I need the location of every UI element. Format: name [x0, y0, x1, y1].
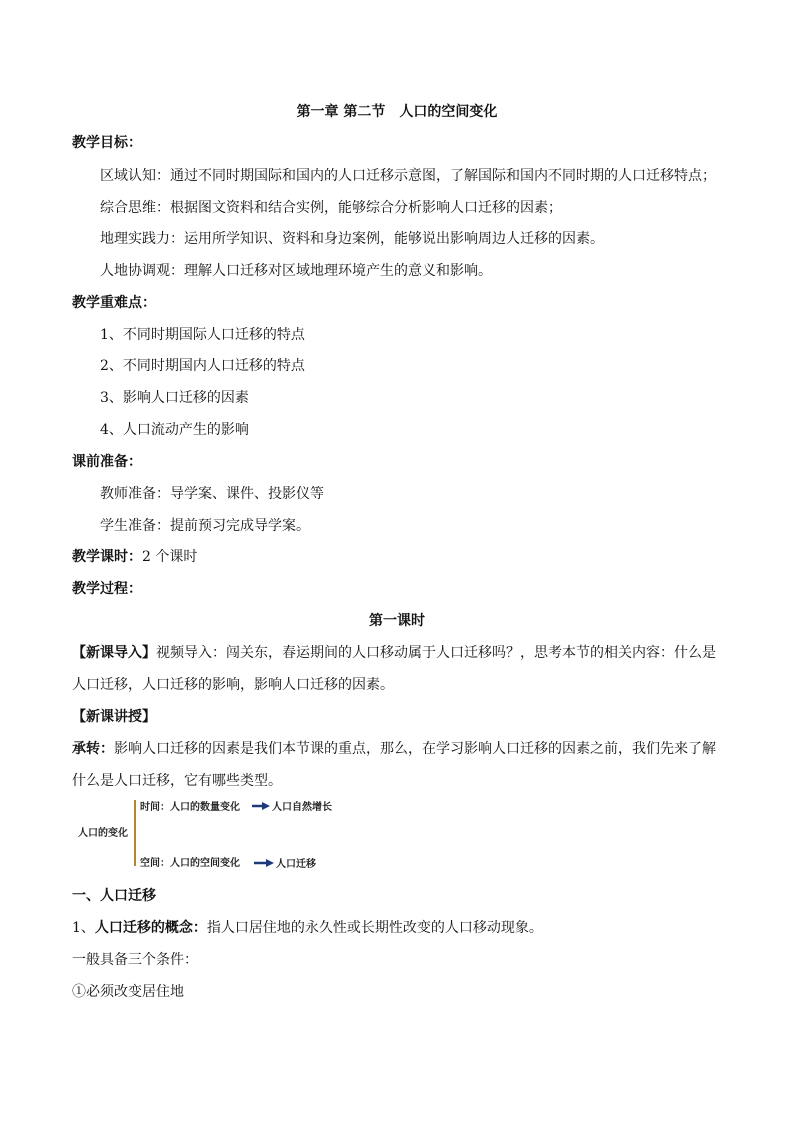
- intro-line-2: 人口迁移，人口迁移的影响，影响人口迁移的因素。: [72, 677, 394, 693]
- preparation-heading: 课前准备：: [72, 454, 142, 470]
- intro-text: 视频导入：闯关东，春运期间的人口移动属于人口迁移吗？，思考本节的相关内容：什么是: [156, 645, 716, 661]
- hours-value: 2 个课时: [142, 549, 198, 565]
- arrow-icon: [254, 859, 274, 867]
- section-heading: 一、人口迁移: [72, 888, 156, 904]
- hours-label: 教学课时：: [72, 549, 142, 565]
- conditions-intro: 一般具备三个条件：: [72, 952, 198, 968]
- preparation-item: 学生准备：提前预习完成导学案。: [100, 518, 310, 534]
- diagram-bottom-right: 人口迁移: [276, 859, 316, 870]
- intro-line-1: [72, 643, 716, 663]
- hours-line: [72, 547, 197, 567]
- concept-number: 1、: [72, 920, 95, 936]
- diagram-bottom-left: 空间：人口的空间变化: [140, 858, 240, 869]
- key-point-item: 1、不同时期国际人口迁移的特点: [100, 327, 305, 343]
- goal-item: 综合思维：根据图文资料和结合实例，能够综合分析影响人口迁移的因素；: [100, 200, 562, 216]
- key-points-heading: 教学重难点：: [72, 295, 156, 311]
- concept-line: [72, 918, 543, 938]
- goal-item: 人地协调观：理解人口迁移对区域地理环境产生的意义和影响。: [100, 263, 492, 279]
- key-point-item: 3、影响人口迁移的因素: [100, 390, 249, 406]
- transition-line-2: 什么是人口迁移，它有哪些类型。: [72, 773, 282, 789]
- concept-text: 指人口居住地的永久性或长期性改变的人口移动现象。: [206, 920, 543, 936]
- page-title: 第一章 第二节 人口的空间变化: [296, 104, 498, 120]
- goal-item: 地理实践力：运用所学知识、资料和身边案例，能够说出影响周边人迁移的因素。: [100, 231, 604, 247]
- lesson-heading: 第一课时: [369, 613, 425, 629]
- transition-label: 承转：: [72, 741, 114, 757]
- process-heading: 教学过程：: [72, 581, 142, 597]
- diagram-top-left: 时间：人口的数量变化: [140, 802, 240, 813]
- preparation-item: 教师准备：导学案、课件、投影仪等: [100, 486, 324, 502]
- arrow-icon: [252, 802, 270, 810]
- key-point-item: 4、人口流动产生的影响: [100, 422, 249, 438]
- transition-line-1: [72, 739, 716, 759]
- goals-heading: 教学目标：: [72, 135, 142, 151]
- diagram-root-label: 人口的变化: [78, 828, 128, 839]
- transition-text: 影响人口迁移的因素是我们本节课的重点，那么，在学习影响人口迁移的因素之前，我们先来了解: [114, 741, 716, 757]
- intro-label: 【新课导入】: [72, 645, 156, 661]
- diagram-top-right: 人口自然增长: [272, 802, 332, 813]
- lecture-label: 【新课讲授】: [72, 709, 156, 725]
- key-point-item: 2、不同时期国内人口迁移的特点: [100, 358, 305, 374]
- concept-label: 人口迁移的概念：: [94, 920, 207, 936]
- goal-item: 区域认知：通过不同时期国际和国内的人口迁移示意图，了解国际和国内不同时期的人口迁移特点；: [100, 168, 716, 184]
- condition-item: ①必须改变居住地: [72, 984, 184, 1000]
- population-change-diagram: [74, 796, 374, 876]
